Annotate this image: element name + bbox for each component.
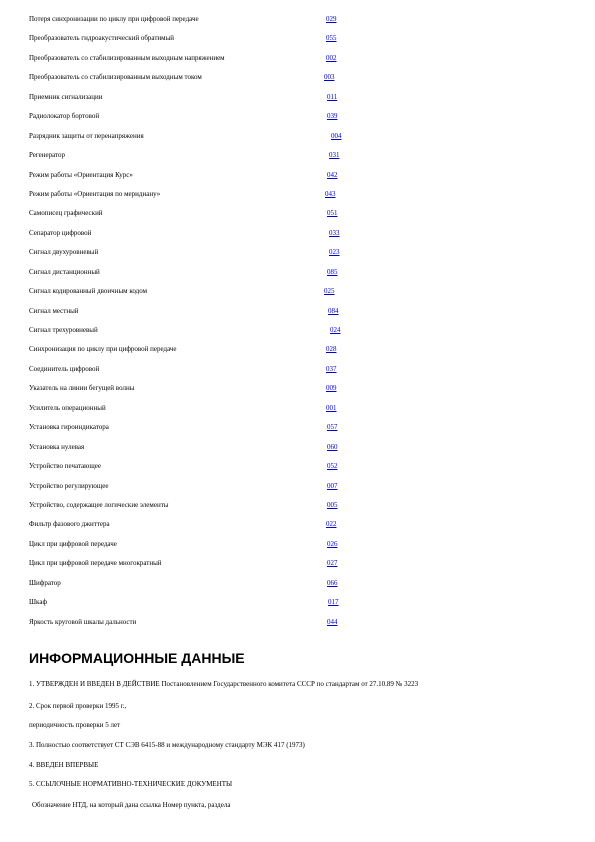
index-term: Сигнал кодированный двоичным кодом [29, 287, 148, 296]
index-row [29, 209, 449, 228]
info-line-approval: 1. УТВЕРЖДЕН И ВВЕДЕН В ДЕЙСТВИЕ Постановлением Государственного комитета СССР по стандартам от 27.10.89 № 3223 [29, 680, 419, 688]
index-row [29, 520, 449, 539]
index-term-code-link[interactable]: 033 [329, 228, 340, 237]
index-term-code-link[interactable]: 009 [326, 384, 337, 393]
index-term: Радиолокатор бортовой [29, 112, 100, 121]
index-term-code-link[interactable]: 002 [326, 53, 337, 62]
index-term-code-link[interactable]: 060 [327, 442, 338, 451]
index-term-code-link[interactable]: 037 [326, 364, 337, 373]
info-line-references-header: Обозначение НТД, на который дана ссылка Номер пункта, раздела [32, 801, 231, 809]
index-row [29, 404, 449, 423]
index-term: Сигнал трехуровневый [29, 326, 98, 334]
index-term: Потеря синхронизации по циклу при цифровой передаче [29, 15, 199, 23]
index-term-code-link[interactable]: 084 [328, 306, 339, 315]
index-row [29, 15, 449, 34]
index-term: Разрядник защиты от перенапряжения [29, 131, 144, 140]
index-row [29, 171, 449, 190]
info-line-first-introduced: 4. ВВЕДЕН ВПЕРВЫЕ [29, 761, 99, 769]
info-line-references-title: 5. ССЫЛОЧНЫЕ НОРМАТИВНО-ТЕХНИЧЕСКИЕ ДОКУМЕНТЫ [29, 780, 233, 788]
info-line-first-check: 2. Срок первой проверки 1995 г., [29, 702, 127, 710]
index-row [29, 307, 449, 326]
index-term: Шифратор [29, 578, 61, 587]
index-term: Синхронизация по циклу при цифровой передаче [29, 345, 177, 354]
index-term-code-link[interactable]: 001 [326, 403, 337, 412]
index-row [29, 482, 449, 501]
index-term: Усилитель операционный [29, 403, 106, 412]
index-term-code-link[interactable]: 023 [329, 248, 340, 257]
index-row [29, 365, 449, 384]
index-term-code-link[interactable]: 022 [326, 520, 337, 529]
index-term-code-link[interactable]: 057 [327, 423, 338, 432]
index-term-code-link[interactable]: 043 [325, 189, 336, 198]
index-row [29, 54, 449, 73]
index-row [29, 151, 449, 170]
index-term: Самописец графический [29, 209, 103, 218]
index-term: Сигнал двухуровневый [29, 248, 99, 257]
index-term-code-link[interactable]: 051 [327, 209, 338, 218]
index-row [29, 34, 449, 53]
index-row [29, 501, 449, 520]
index-term: Яркость круговой шкалы дальности [29, 617, 137, 626]
index-row [29, 423, 449, 442]
index-term-code-link[interactable]: 042 [327, 170, 338, 179]
index-term: Сепаратор цифровой [29, 228, 92, 237]
index-term: Установка гироиндикатора [29, 423, 109, 432]
index-term-code-link[interactable]: 055 [326, 34, 337, 43]
index-term: Цикл при цифровой передаче многократный [29, 559, 162, 568]
index-term: Фильтр фазового джиттера [29, 520, 110, 529]
index-row [29, 384, 449, 403]
index-row [29, 112, 449, 131]
index-term-code-link[interactable]: 027 [327, 559, 338, 568]
index-row [29, 190, 449, 209]
index-term: Устройство регулирующее [29, 481, 109, 490]
index-term-code-link[interactable]: 066 [327, 578, 338, 587]
index-row [29, 345, 449, 364]
index-row [29, 540, 449, 559]
index-term: Режим работы «Ориентация Курс» [29, 170, 133, 179]
index-row [29, 248, 449, 267]
index-row [29, 326, 449, 345]
index-term: Режим работы «Ориентация по меридиану» [29, 189, 161, 198]
index-row [29, 559, 449, 578]
info-line-conformance: 3. Полностью соответствует СТ СЭВ 6415-88 и международному стандарту МЭК 417 (1973) [29, 741, 305, 749]
index-row [29, 618, 449, 637]
index-term-code-link[interactable]: 017 [328, 598, 339, 607]
index-term: Соединитель цифровой [29, 364, 100, 373]
info-line-periodicity: периодичность проверки 5 лет [29, 721, 121, 729]
index-row [29, 93, 449, 112]
index-row [29, 132, 449, 151]
index-term-code-link[interactable]: 085 [327, 267, 338, 276]
index-row [29, 462, 449, 481]
index-row [29, 268, 449, 287]
term-index-list [29, 15, 449, 637]
index-term: Шкаф [29, 598, 47, 607]
index-row [29, 73, 449, 92]
index-row [29, 443, 449, 462]
index-row [29, 229, 449, 248]
index-term: Преобразователь гидроакустический обратимый [29, 34, 175, 43]
index-term-code-link[interactable]: 003 [324, 73, 335, 82]
index-term-code-link[interactable]: 028 [326, 345, 337, 354]
index-term: Устройство, содержащее логические элементы [29, 500, 169, 509]
index-term-code-link[interactable]: 026 [327, 539, 338, 548]
index-term-code-link[interactable]: 004 [331, 131, 342, 140]
index-term: Сигнал дистанционный [29, 267, 100, 276]
index-term-code-link[interactable]: 024 [330, 326, 341, 334]
index-term: Сигнал местный [29, 306, 79, 315]
index-term-code-link[interactable]: 039 [327, 112, 338, 121]
index-term: Приемник сигнализации [29, 92, 103, 101]
index-term-code-link[interactable]: 005 [327, 500, 338, 509]
index-term: Цикл при цифровой передаче [29, 539, 117, 548]
index-term: Установка нулевая [29, 442, 85, 451]
index-term: Указатель на линии бегущей волны [29, 384, 135, 393]
index-term-code-link[interactable]: 052 [327, 462, 338, 471]
index-term-code-link[interactable]: 029 [326, 15, 337, 23]
index-row [29, 579, 449, 598]
index-row [29, 598, 449, 617]
index-row [29, 287, 449, 306]
index-term-code-link[interactable]: 007 [327, 481, 338, 490]
info-section-heading: ИНФОРМАЦИОННЫЕ ДАННЫЕ [29, 650, 245, 666]
index-term: Преобразователь со стабилизированным выходным током [29, 73, 202, 82]
index-term-code-link[interactable]: 044 [327, 617, 338, 626]
index-term-code-link[interactable]: 025 [324, 287, 335, 296]
index-term: Регенератор [29, 151, 66, 160]
index-term-code-link[interactable]: 011 [327, 92, 338, 101]
index-term: Устройство печатающее [29, 462, 101, 471]
index-term-code-link[interactable]: 031 [329, 151, 340, 160]
index-term: Преобразователь со стабилизированным выходным напряжением [29, 53, 225, 62]
